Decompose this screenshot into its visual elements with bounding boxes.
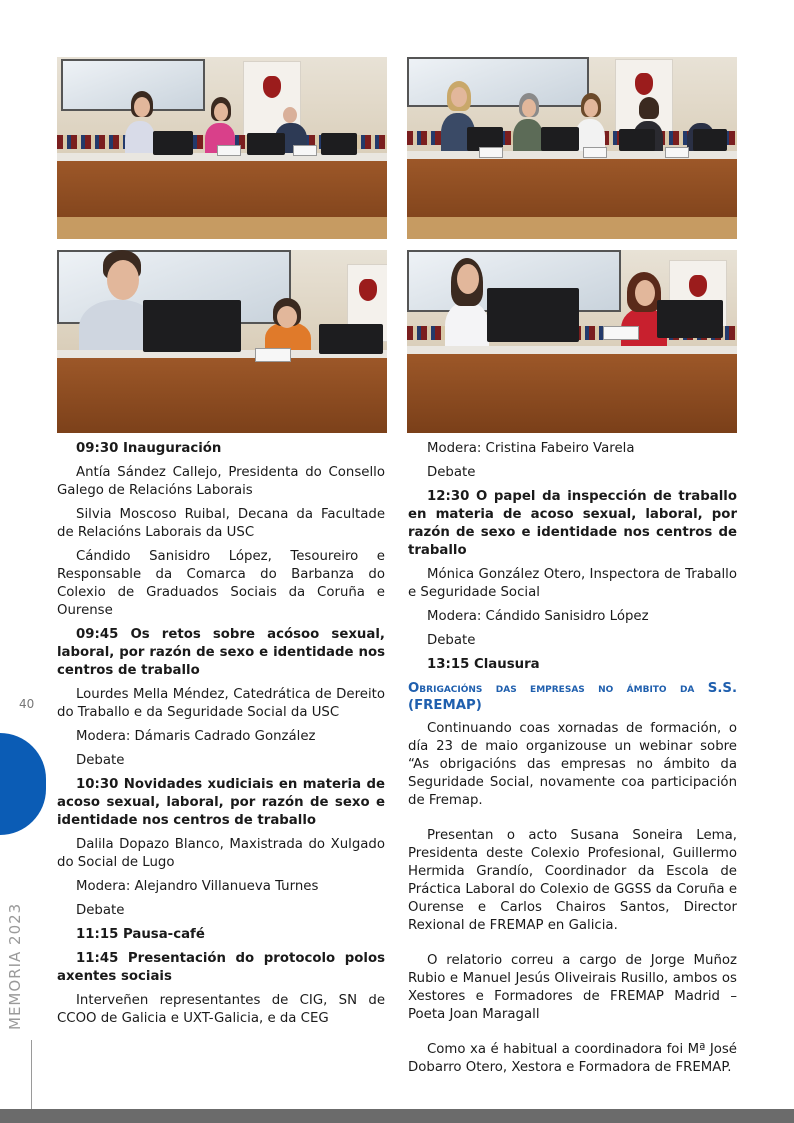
section-title: Obrigacións das empresas no ámbito da S.S. (FREMAP) (408, 681, 737, 713)
agenda-item: 12:30 O papel da inspección de traballo en materia de acoso sexual, laboral, por razón de sexo e identidade nos centros de traballo (408, 489, 737, 558)
left-column (57, 440, 385, 1034)
agenda-item: Modera: Alejandro Villanueva Turnes (76, 879, 319, 894)
section-paragraph: Presentan o acto Susana Soneira Lema, Presidenta deste Colexio Profesional, Guillermo Hermida Grandío, Coordinador da Escola de Práctica Laboral do Colexio de GGSS da Coruña e Ourense e Carlos Chairos Santos, Director Rexional de FREMAP en Galicia. (408, 828, 737, 933)
section-paragraph: Continuando coas xornadas de formación, o día 23 de maio organizouse un webinar sobre “As obrigacións das empresas no ámbito da Seguridade Social, novamente coa participación de Fremap. (408, 721, 737, 808)
agenda-item: Cándido Sanisidro López, Tesoureiro e Responsable da Comarca do Barbanza do Colexio de Graduados Sociais da Coruña e Ourense (57, 549, 385, 618)
agenda-item: Debate (427, 633, 476, 648)
section-paragraph: O relatorio correu a cargo de Jorge Muñoz Rubio e Manuel Jesús Oliveirais Rusillo, ambos os Xestores e Formadores de FREMAP Madrid – Poeta Joan Maragall (408, 953, 737, 1022)
photo-panel-bottom-right (407, 250, 737, 433)
photo-panel-top-left (57, 57, 387, 239)
agenda-item: 10:30 Novidades xudiciais en materia de acoso sexual, laboral, por razón de sexo e identidade nos centros de traballo (57, 777, 385, 828)
side-divider-line (31, 1040, 32, 1110)
page-number: 40 (19, 697, 35, 711)
section-paragraph: Como xa é habitual a coordinadora foi Mª José Dobarro Otero, Xestora e Formadora de FREMAP. (408, 1042, 737, 1075)
agenda-item: 11:45 Presentación do protocolo polos axentes sociais (57, 951, 385, 984)
agenda-item: Modera: Cándido Sanisidro López (427, 609, 649, 624)
agenda-item: 13:15 Clausura (427, 657, 540, 672)
agenda-item: Modera: Cristina Fabeiro Varela (427, 441, 635, 456)
agenda-item: 11:15 Pausa-café (76, 927, 205, 942)
agenda-item: 09:30 Inauguración (76, 441, 222, 456)
photo-panel-bottom-left (57, 250, 387, 433)
agenda-item: Interveñen representantes de CIG, SN de CCOO de Galicia e UXT-Galicia, e da CEG (57, 993, 385, 1026)
agenda-item: Lourdes Mella Méndez, Catedrática de Dereito do Traballo e da Seguridade Social da USC (57, 687, 385, 720)
photo-panel-top-right (407, 57, 737, 239)
agenda-item: Dalila Dopazo Blanco, Maxistrada do Xulgado do Social de Lugo (57, 837, 385, 870)
side-half-circle (0, 733, 46, 835)
agenda-item: Silvia Moscoso Ruibal, Decana da Facultade de Relacións Laborais da USC (57, 507, 385, 540)
agenda-item: Debate (427, 465, 476, 480)
agenda-item: 09:45 Os retos sobre acósoo sexual, laboral, por razón de sexo e identidade nos centros de traballo (57, 627, 385, 678)
agenda-item: Debate (76, 903, 125, 918)
side-label: MEMORIA 2023 (6, 902, 24, 1030)
agenda-item: Modera: Dámaris Cadrado González (76, 729, 316, 744)
bottom-bar (0, 1109, 794, 1123)
agenda-item: Debate (76, 753, 125, 768)
agenda-item: Antía Sández Callejo, Presidenta do Consello Galego de Relacións Laborais (57, 465, 385, 498)
agenda-item: Mónica González Otero, Inspectora de Traballo e Seguridade Social (408, 567, 737, 600)
right-column (408, 440, 737, 1077)
